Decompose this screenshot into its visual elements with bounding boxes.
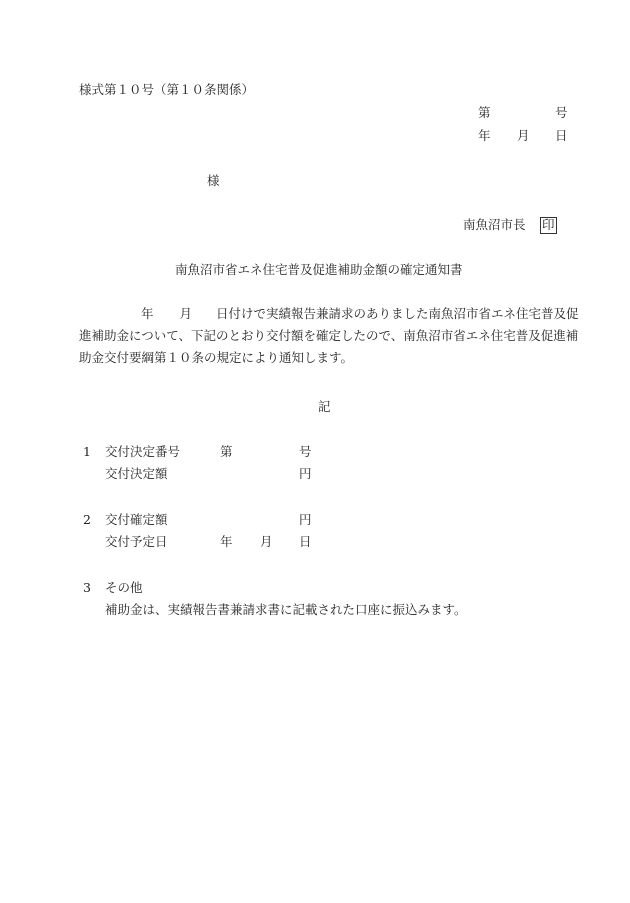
item3-text: 補助金は、実績報告書兼請求書に記載された口座に振込みます。	[105, 602, 467, 617]
item1-decision-amount-label: 交付決定額	[105, 466, 168, 481]
item3-number: 3	[83, 580, 91, 595]
item2-payment-year: 年	[220, 534, 233, 549]
item3-label: その他	[105, 580, 143, 595]
body-text: 日付けで実績報告兼請求のありました南魚沼市省エネ住宅普及促進補助金について、下記のとおり交付額を確定したので、南魚沼市省エネ住宅普及促進補助金交付要綱第１０条の規定により通知します。	[79, 306, 579, 365]
ki-heading: 記	[318, 399, 331, 414]
doc-date-year: 年	[478, 128, 491, 143]
item2-payment-day: 日	[299, 534, 312, 549]
item2-confirmed-amount-label: 交付確定額	[105, 512, 168, 527]
item1-decision-number-prefix: 第	[220, 444, 233, 459]
document-title: 南魚沼市省エネ住宅普及促進補助金額の確定通知書	[175, 262, 463, 277]
item1-decision-number-label: 交付決定番号	[105, 444, 181, 459]
doc-date-month: 月	[517, 128, 530, 143]
item1-number: 1	[83, 444, 91, 459]
issuer-title: 南魚沼市長	[463, 217, 526, 232]
item2-payment-month: 月	[260, 534, 273, 549]
item2-number: 2	[83, 512, 91, 527]
doc-number-prefix: 第	[478, 105, 491, 120]
addressee-honorific: 様	[207, 173, 220, 188]
item1-decision-amount-unit: 円	[299, 466, 312, 481]
body-paragraph	[79, 303, 579, 369]
doc-date-day: 日	[555, 128, 568, 143]
body-date-year: 年	[141, 306, 154, 321]
item1-decision-number-suffix: 号	[299, 444, 312, 459]
item2-confirmed-amount-unit: 円	[299, 512, 312, 527]
form-header: 様式第１０号（第１０条関係）	[79, 82, 255, 97]
doc-number-suffix: 号	[555, 105, 568, 120]
issuer-seal: 印	[542, 217, 555, 232]
item2-payment-date-label: 交付予定日	[105, 534, 168, 549]
body-date-month: 月	[179, 306, 193, 321]
